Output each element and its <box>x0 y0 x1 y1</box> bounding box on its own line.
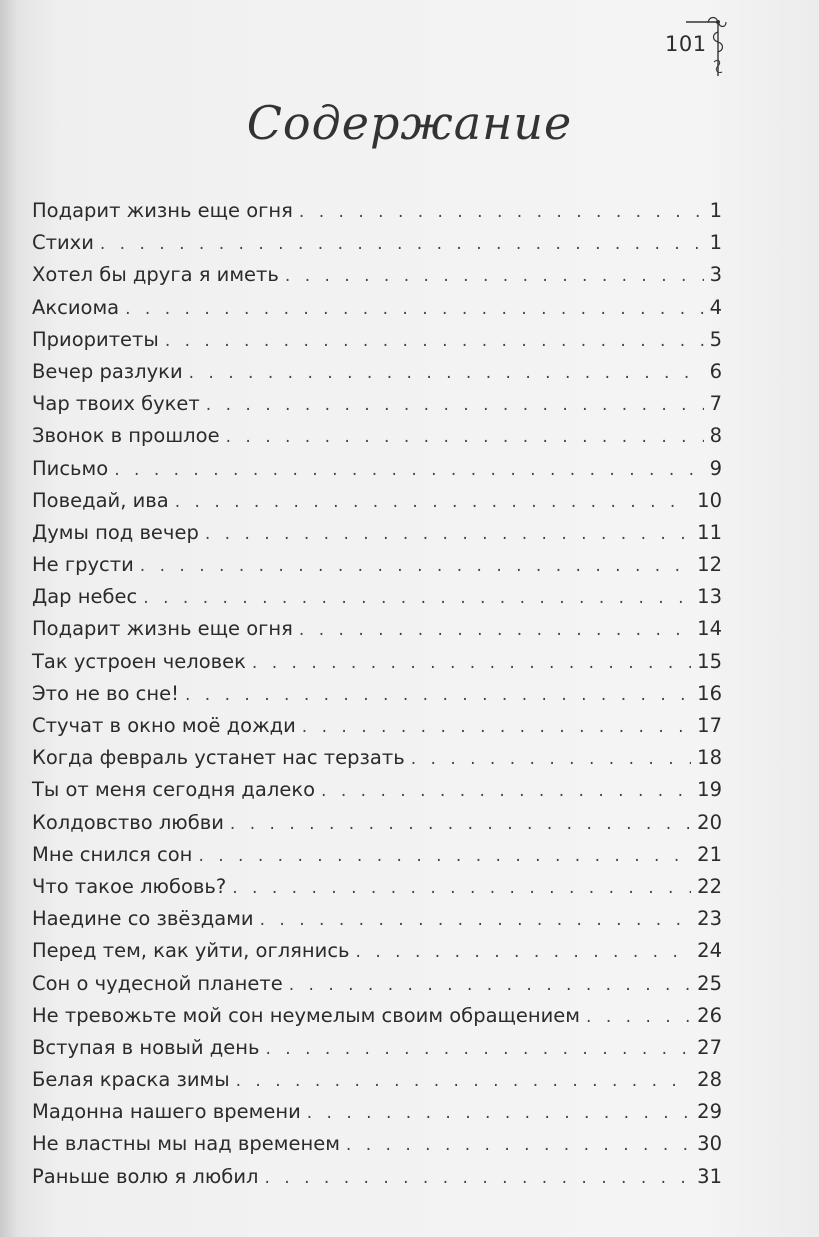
toc-entry-title: Не властны мы над временем <box>32 1132 340 1156</box>
toc-entry-page: 25 <box>697 971 722 995</box>
dot-leader <box>230 808 691 840</box>
toc-entry-page: 5 <box>709 327 722 351</box>
toc-entry-page: 1 <box>709 199 722 222</box>
toc-entry-title: Когда февраль устанет нас терзать <box>32 746 405 770</box>
toc-entry-page: 4 <box>709 295 722 319</box>
toc-entry-title: Белая краска зимы <box>32 1068 230 1092</box>
dot-leader <box>302 711 691 743</box>
toc-entry-page: 1 <box>709 231 722 255</box>
toc-entry <box>32 1000 722 1032</box>
toc-entry-title: Аксиома <box>32 295 120 319</box>
toc-entry-title: Вечер разлуки <box>32 359 183 383</box>
toc-entry <box>32 453 722 485</box>
toc-entry <box>32 839 722 871</box>
toc-entry-page: 23 <box>697 907 722 931</box>
toc-entry-title: Приоритеты <box>32 327 159 351</box>
dot-leader <box>198 840 691 872</box>
toc-entry-page: 16 <box>697 681 722 705</box>
toc-entry <box>32 581 722 613</box>
toc-entry-title: Так устроен человек <box>32 649 246 673</box>
toc-entry-page: 8 <box>709 424 722 448</box>
toc-entry-page: 26 <box>697 1003 722 1027</box>
toc-entry <box>32 292 722 324</box>
dot-leader <box>356 936 692 968</box>
toc-entry <box>32 1128 722 1160</box>
dot-leader <box>289 969 691 1001</box>
toc-entry <box>32 324 722 356</box>
toc-entry-page: 27 <box>697 1035 722 1059</box>
toc-entry-title: Мадонна нашего времени <box>32 1100 301 1124</box>
toc-entry <box>32 485 722 517</box>
toc-entry <box>32 420 722 452</box>
toc-entry <box>32 1064 722 1096</box>
toc-entry <box>32 871 722 903</box>
toc-entry-page: 7 <box>709 392 722 416</box>
toc-entry <box>32 646 722 678</box>
dot-leader <box>307 1097 691 1129</box>
toc-entry-title: Думы под вечер <box>32 520 199 544</box>
toc-entry-title: Хотел бы друга я иметь <box>32 263 279 287</box>
dot-leader <box>346 1129 691 1161</box>
toc-entry-title: Это не во сне! <box>32 681 179 705</box>
toc-entry-page: 12 <box>697 553 722 577</box>
toc-entry <box>32 774 722 806</box>
dot-leader <box>226 421 704 453</box>
dot-leader <box>264 1162 691 1194</box>
toc-entry-title: Раньше волю я любил <box>32 1164 259 1188</box>
toc-entry-page: 30 <box>697 1132 722 1156</box>
dot-leader <box>189 357 704 389</box>
toc-entry-page: 14 <box>697 617 722 641</box>
dot-leader <box>100 228 704 260</box>
table-of-contents <box>32 195 722 1193</box>
toc-entry-title: Дар небес <box>32 585 138 609</box>
toc-entry-title: Перед тем, как уйти, оглянись <box>32 939 350 963</box>
toc-entry-title: Подарит жизнь еще огня <box>32 617 293 641</box>
toc-entry <box>32 968 722 1000</box>
dot-leader <box>321 775 691 807</box>
toc-entry-title: Письмо <box>32 456 109 480</box>
toc-entry <box>32 678 722 710</box>
toc-entry-title: Стихи <box>32 231 94 255</box>
toc-entry-title: Ты от меня сегодня далеко <box>32 778 316 802</box>
dot-leader <box>143 582 691 614</box>
toc-entry <box>32 388 722 420</box>
toc-entry-page: 28 <box>697 1068 722 1092</box>
dot-leader <box>205 518 691 550</box>
toc-entry-page: 17 <box>697 714 722 737</box>
toc-entry-page: 22 <box>697 874 722 898</box>
toc-entry <box>32 807 722 839</box>
toc-entry-title: Сон о чудесной планете <box>32 971 283 995</box>
dot-leader <box>165 325 704 357</box>
toc-entry <box>32 227 722 259</box>
toc-entry-title: Вступая в новый день <box>32 1035 260 1059</box>
toc-entry-page: 9 <box>709 456 722 480</box>
dot-leader <box>185 679 691 711</box>
corner-ornament-icon <box>684 14 728 80</box>
toc-entry <box>32 903 722 935</box>
toc-entry-title: Подарит жизнь еще огня <box>32 199 293 222</box>
dot-leader <box>140 550 691 582</box>
toc-entry <box>32 613 722 645</box>
toc-entry-page: 10 <box>697 488 722 512</box>
dot-leader <box>252 647 691 679</box>
toc-entry <box>32 1032 722 1064</box>
toc-entry-page: 20 <box>697 810 722 834</box>
dot-leader <box>125 293 703 325</box>
toc-entry-page: 21 <box>697 842 722 866</box>
toc-entry-title: Чар твоих букет <box>32 392 200 416</box>
toc-entry <box>32 259 722 291</box>
toc-entry-page: 19 <box>697 778 722 802</box>
toc-entry-page: 11 <box>697 520 722 544</box>
toc-entry <box>32 710 722 742</box>
dot-leader <box>114 454 703 486</box>
toc-entry-title: Стучат в окно моё дожди <box>32 714 296 737</box>
toc-entry <box>32 517 722 549</box>
toc-entry <box>32 356 722 388</box>
toc-entry-page: 13 <box>697 585 722 609</box>
toc-entry-page: 18 <box>697 746 722 770</box>
toc-entry-page: 6 <box>709 359 722 383</box>
dot-leader <box>411 743 691 775</box>
dot-leader <box>206 389 704 421</box>
toc-entry-page: 15 <box>697 649 722 673</box>
toc-entry-title: Колдовство любви <box>32 810 224 834</box>
dot-leader <box>236 1065 692 1097</box>
dot-leader <box>299 614 691 646</box>
dot-leader <box>175 486 691 518</box>
toc-entry-title: Мне снился сон <box>32 842 193 866</box>
toc-entry-page: 29 <box>697 1100 722 1124</box>
toc-entry-page: 31 <box>697 1164 722 1188</box>
toc-entry <box>32 935 722 967</box>
toc-entry <box>32 1161 722 1193</box>
toc-entry-page: 3 <box>709 263 722 287</box>
page-number: 101 <box>665 32 707 56</box>
toc-entry <box>32 195 722 227</box>
toc-entry-title: Звонок в прошлое <box>32 424 220 448</box>
toc-entry <box>32 1096 722 1128</box>
dot-leader <box>285 260 704 292</box>
page-title: Содержание <box>246 96 573 150</box>
toc-entry-page: 24 <box>697 939 722 963</box>
toc-entry <box>32 549 722 581</box>
toc-entry-title: Не грусти <box>32 553 134 577</box>
dot-leader <box>265 1033 691 1065</box>
toc-entry-title: Не тревожьте мой сон неумелым своим обращением <box>32 1003 581 1027</box>
toc-entry-title: Что такое любовь? <box>32 874 227 898</box>
dot-leader <box>232 872 691 904</box>
dot-leader <box>299 196 704 228</box>
toc-entry-title: Поведай, ива <box>32 488 169 512</box>
toc-entry <box>32 742 722 774</box>
dot-leader <box>586 1001 691 1033</box>
dot-leader <box>260 904 692 936</box>
toc-entry-title: Наедине со звёздами <box>32 907 254 931</box>
